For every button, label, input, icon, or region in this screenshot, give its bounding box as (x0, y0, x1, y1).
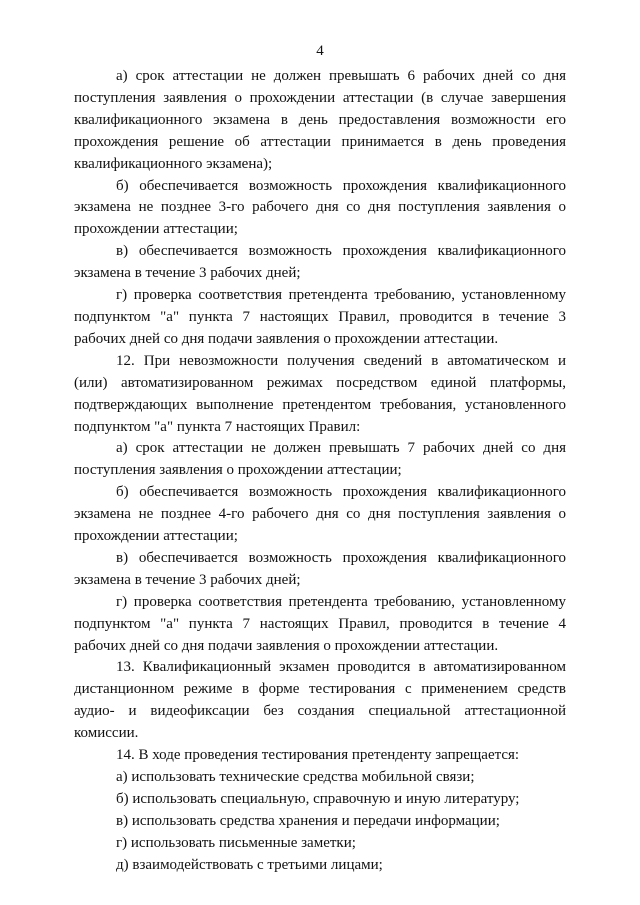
paragraph-14b: б) использовать специальную, справочную и иную литературу; (116, 790, 520, 807)
paragraph-12g: г) проверка соответствия претендента требованию, установленному подпунктом "а" пункта 7 настоящих Правил, проводится в течение 4 рабочих дней со дня подачи заявления о прохождении аттестации. (74, 593, 566, 654)
paragraph-14: 14. В ходе проведения тестирования претенденту запрещается: (116, 747, 520, 764)
paragraph-11g: г) проверка соответствия претендента требованию, установленному подпунктом "а" пункта 7 настоящих Правил, проводится в течение 3 рабочих дней со дня подачи заявления о прохождении аттестации. (74, 287, 566, 347)
paragraph-12: 12. При невозможности получения сведений в автоматическом и (или) автоматизированном режимах посредством единой платформы, подтверждающих выполнение претендентом требования, установленного подпунктом "а" пункта 7 настоящих Правил: (74, 352, 566, 435)
page-number: 4 (316, 43, 324, 59)
paragraph-12v: в) обеспечивается возможность прохождения квалификационного экзамена в течение 3 рабочих дней; (74, 549, 566, 588)
paragraph-13: 13. Квалификационный экзамен проводится в автоматизированном дистанционном режиме в форме тестирования с применением средств аудио- и видеофиксации без создания специальной аттестационной комиссии. (74, 659, 566, 742)
paragraph-12b: б) обеспечивается возможность прохождения квалификационного экзамена не позднее 4-го рабочего дня со дня поступления заявления о прохождении аттестации; (74, 484, 566, 545)
paragraph-14v: в) использовать средства хранения и передачи информации; (116, 812, 500, 829)
document-body (74, 66, 566, 877)
paragraph-14d: д) взаимодействовать с третьими лицами; (116, 856, 383, 873)
paragraph-11a: а) срок аттестации не должен превышать 6 рабочих дней со дня поступления заявления о прохождении аттестации (в случае завершения квалификационного экзамена в день предоставления возможности его прохождения решение об аттестации принимается в день проведения квалификационного экзамена); (74, 68, 566, 172)
paragraph-11v: в) обеспечивается возможность прохождения квалификационного экзамена в течение 3 рабочих дней; (74, 243, 566, 282)
paragraph-14a: а) использовать технические средства мобильной связи; (116, 769, 475, 785)
paragraph-14g: г) использовать письменные заметки; (116, 834, 356, 851)
paragraph-11b: б) обеспечивается возможность прохождения квалификационного экзамена не позднее 3-го рабочего дня со дня поступления заявления о прохождении аттестации; (74, 177, 566, 238)
paragraph-12a: а) срок аттестации не должен превышать 7 рабочих дней со дня поступления заявления о прохождении аттестации; (74, 440, 566, 479)
